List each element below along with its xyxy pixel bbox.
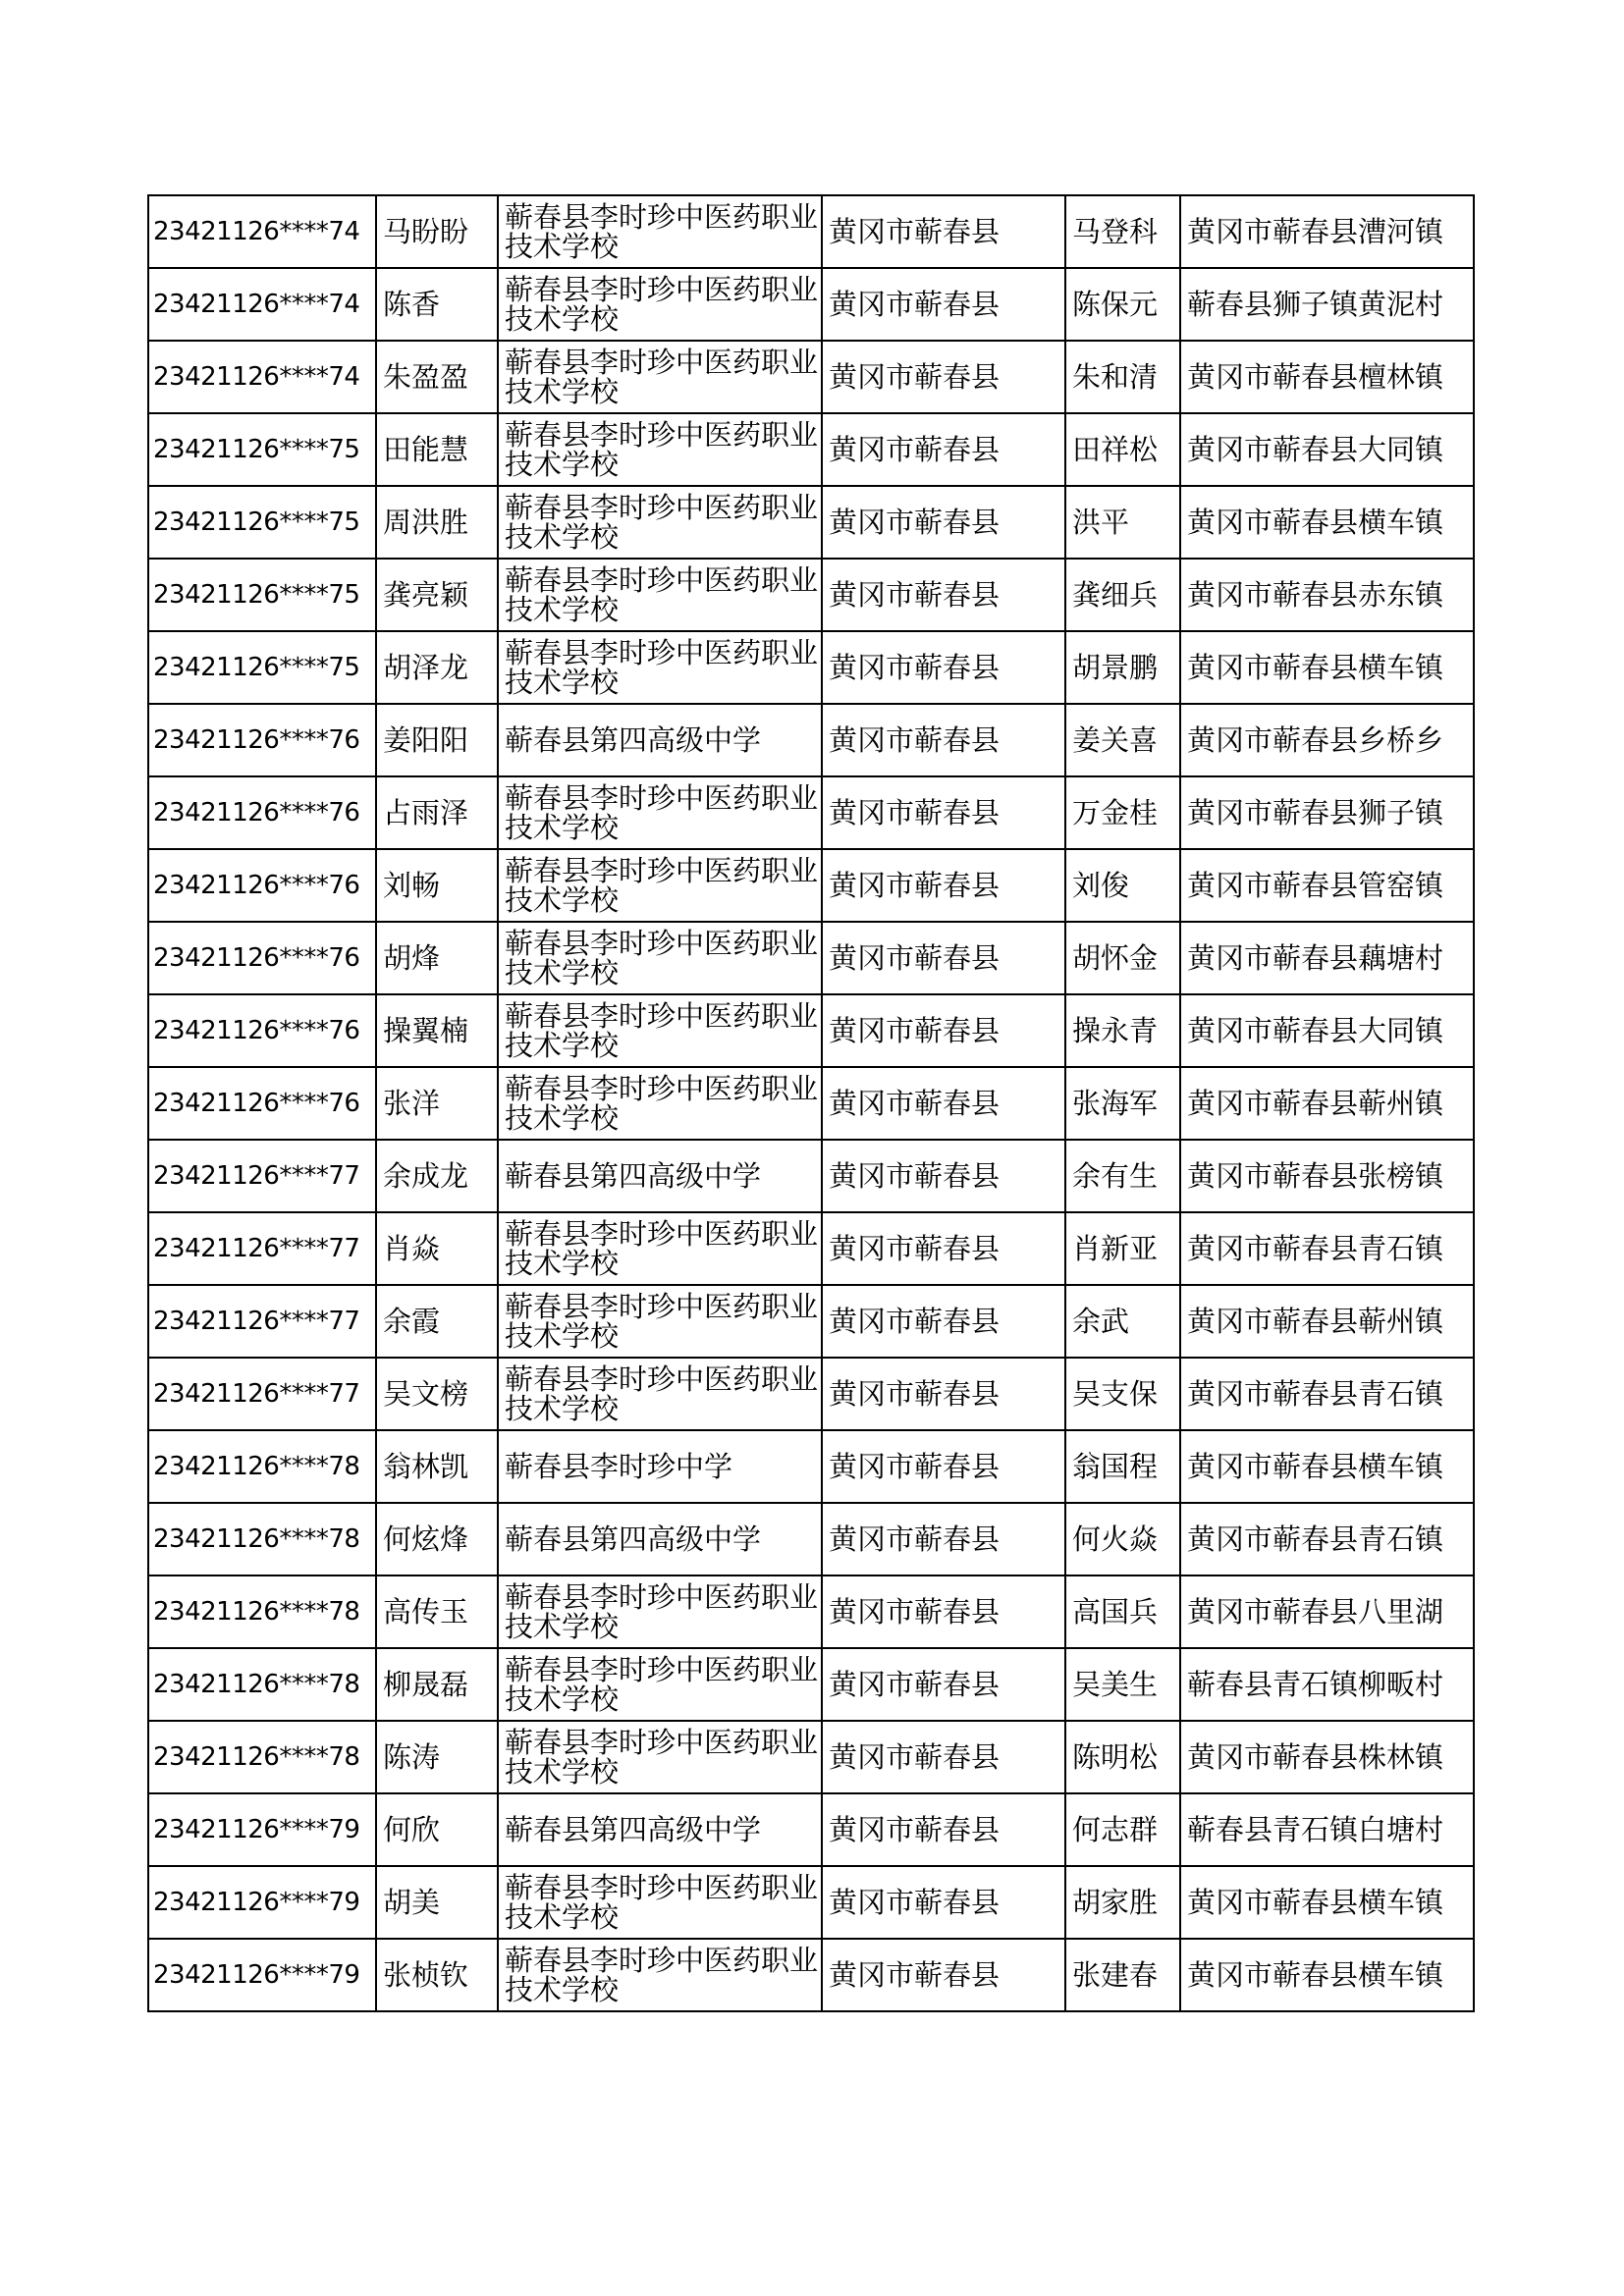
address-cell: 黄冈市蕲春县狮子镇	[1180, 776, 1474, 849]
student-id-cell: 23421126****78	[148, 1430, 376, 1503]
region-cell: 黄冈市蕲春县	[822, 1285, 1065, 1358]
student-name-cell: 龚亮颖	[376, 559, 498, 631]
address-cell: 黄冈市蕲春县管窑镇	[1180, 849, 1474, 922]
student-name-cell: 姜阳阳	[376, 704, 498, 776]
table-row	[148, 1648, 1474, 1721]
table-row	[148, 1866, 1474, 1939]
student-name-cell: 胡泽龙	[376, 631, 498, 704]
student-name-cell: 肖焱	[376, 1212, 498, 1285]
table-row	[148, 413, 1474, 486]
region-cell: 黄冈市蕲春县	[822, 1430, 1065, 1503]
address-cell: 黄冈市蕲春县八里湖	[1180, 1575, 1474, 1648]
table-row	[148, 922, 1474, 994]
address-cell: 黄冈市蕲春县青石镇	[1180, 1503, 1474, 1575]
student-name-cell: 陈香	[376, 268, 498, 341]
region-cell: 黄冈市蕲春县	[822, 849, 1065, 922]
guardian-cell: 姜关喜	[1065, 704, 1180, 776]
student-name-cell: 胡美	[376, 1866, 498, 1939]
address-cell: 黄冈市蕲春县大同镇	[1180, 413, 1474, 486]
student-id-cell: 23421126****75	[148, 631, 376, 704]
school-cell: 蕲春县李时珍中医药职业技术学校	[498, 1866, 822, 1939]
guardian-cell: 龚细兵	[1065, 559, 1180, 631]
student-id-cell: 23421126****76	[148, 704, 376, 776]
school-cell: 蕲春县第四高级中学	[498, 1793, 822, 1866]
student-name-cell: 何欣	[376, 1793, 498, 1866]
student-name-cell: 周洪胜	[376, 486, 498, 559]
address-cell: 黄冈市蕲春县赤东镇	[1180, 559, 1474, 631]
address-cell: 黄冈市蕲春县横车镇	[1180, 631, 1474, 704]
table-row	[148, 1793, 1474, 1866]
address-cell: 蕲春县青石镇柳畈村	[1180, 1648, 1474, 1721]
school-cell: 蕲春县李时珍中医药职业技术学校	[498, 631, 822, 704]
region-cell: 黄冈市蕲春县	[822, 631, 1065, 704]
student-name-cell: 余成龙	[376, 1140, 498, 1212]
student-name-cell: 柳晟磊	[376, 1648, 498, 1721]
region-cell: 黄冈市蕲春县	[822, 922, 1065, 994]
student-id-cell: 23421126****76	[148, 994, 376, 1067]
student-name-cell: 马盼盼	[376, 195, 498, 268]
address-cell: 黄冈市蕲春县蕲州镇	[1180, 1067, 1474, 1140]
region-cell: 黄冈市蕲春县	[822, 1503, 1065, 1575]
school-cell: 蕲春县李时珍中医药职业技术学校	[498, 1285, 822, 1358]
guardian-cell: 胡怀金	[1065, 922, 1180, 994]
student-id-cell: 23421126****78	[148, 1575, 376, 1648]
student-id-cell: 23421126****76	[148, 776, 376, 849]
student-name-cell: 刘畅	[376, 849, 498, 922]
school-cell: 蕲春县李时珍中医药职业技术学校	[498, 1358, 822, 1430]
region-cell: 黄冈市蕲春县	[822, 486, 1065, 559]
student-name-cell: 胡烽	[376, 922, 498, 994]
table-row	[148, 486, 1474, 559]
student-id-cell: 23421126****77	[148, 1358, 376, 1430]
table-row	[148, 631, 1474, 704]
address-cell: 黄冈市蕲春县漕河镇	[1180, 195, 1474, 268]
student-id-cell: 23421126****78	[148, 1503, 376, 1575]
student-name-cell: 高传玉	[376, 1575, 498, 1648]
region-cell: 黄冈市蕲春县	[822, 776, 1065, 849]
address-cell: 黄冈市蕲春县横车镇	[1180, 1866, 1474, 1939]
student-id-cell: 23421126****78	[148, 1721, 376, 1793]
table-row	[148, 195, 1474, 268]
roster-table	[147, 194, 1475, 2012]
guardian-cell: 何火焱	[1065, 1503, 1180, 1575]
table-row	[148, 268, 1474, 341]
student-id-cell: 23421126****76	[148, 1067, 376, 1140]
guardian-cell: 张建春	[1065, 1939, 1180, 2011]
table-row	[148, 1285, 1474, 1358]
school-cell: 蕲春县李时珍中医药职业技术学校	[498, 1575, 822, 1648]
guardian-cell: 张海军	[1065, 1067, 1180, 1140]
address-cell: 黄冈市蕲春县大同镇	[1180, 994, 1474, 1067]
guardian-cell: 操永青	[1065, 994, 1180, 1067]
school-cell: 蕲春县第四高级中学	[498, 704, 822, 776]
guardian-cell: 陈明松	[1065, 1721, 1180, 1793]
school-cell: 蕲春县李时珍中医药职业技术学校	[498, 1721, 822, 1793]
student-name-cell: 余霞	[376, 1285, 498, 1358]
guardian-cell: 胡景鹏	[1065, 631, 1180, 704]
school-cell: 蕲春县李时珍中医药职业技术学校	[498, 994, 822, 1067]
address-cell: 黄冈市蕲春县横车镇	[1180, 1939, 1474, 2011]
guardian-cell: 洪平	[1065, 486, 1180, 559]
guardian-cell: 田祥松	[1065, 413, 1180, 486]
table-row	[148, 1140, 1474, 1212]
school-cell: 蕲春县李时珍中医药职业技术学校	[498, 1067, 822, 1140]
school-cell: 蕲春县李时珍中医药职业技术学校	[498, 1648, 822, 1721]
school-cell: 蕲春县李时珍中医药职业技术学校	[498, 413, 822, 486]
region-cell: 黄冈市蕲春县	[822, 1575, 1065, 1648]
table-row	[148, 704, 1474, 776]
student-id-cell: 23421126****79	[148, 1793, 376, 1866]
school-cell: 蕲春县李时珍中医药职业技术学校	[498, 1939, 822, 2011]
region-cell: 黄冈市蕲春县	[822, 341, 1065, 413]
student-name-cell: 朱盈盈	[376, 341, 498, 413]
student-id-cell: 23421126****74	[148, 195, 376, 268]
address-cell: 蕲春县狮子镇黄泥村	[1180, 268, 1474, 341]
region-cell: 黄冈市蕲春县	[822, 1793, 1065, 1866]
table-row	[148, 1721, 1474, 1793]
address-cell: 黄冈市蕲春县檀林镇	[1180, 341, 1474, 413]
region-cell: 黄冈市蕲春县	[822, 1067, 1065, 1140]
student-id-cell: 23421126****76	[148, 922, 376, 994]
student-id-cell: 23421126****79	[148, 1866, 376, 1939]
guardian-cell: 余有生	[1065, 1140, 1180, 1212]
region-cell: 黄冈市蕲春县	[822, 1866, 1065, 1939]
region-cell: 黄冈市蕲春县	[822, 1939, 1065, 2011]
school-cell: 蕲春县李时珍中医药职业技术学校	[498, 776, 822, 849]
region-cell: 黄冈市蕲春县	[822, 1212, 1065, 1285]
address-cell: 黄冈市蕲春县青石镇	[1180, 1212, 1474, 1285]
student-id-cell: 23421126****79	[148, 1939, 376, 2011]
address-cell: 黄冈市蕲春县横车镇	[1180, 486, 1474, 559]
region-cell: 黄冈市蕲春县	[822, 1648, 1065, 1721]
table-row	[148, 994, 1474, 1067]
table-row	[148, 776, 1474, 849]
school-cell: 蕲春县李时珍中医药职业技术学校	[498, 1212, 822, 1285]
address-cell: 黄冈市蕲春县横车镇	[1180, 1430, 1474, 1503]
guardian-cell: 胡家胜	[1065, 1866, 1180, 1939]
region-cell: 黄冈市蕲春县	[822, 1140, 1065, 1212]
address-cell: 黄冈市蕲春县株林镇	[1180, 1721, 1474, 1793]
school-cell: 蕲春县李时珍中医药职业技术学校	[498, 195, 822, 268]
guardian-cell: 肖新亚	[1065, 1212, 1180, 1285]
student-name-cell: 操翼楠	[376, 994, 498, 1067]
student-id-cell: 23421126****77	[148, 1285, 376, 1358]
school-cell: 蕲春县李时珍中学	[498, 1430, 822, 1503]
address-cell: 蕲春县青石镇白塘村	[1180, 1793, 1474, 1866]
student-name-cell: 何炫烽	[376, 1503, 498, 1575]
guardian-cell: 吴支保	[1065, 1358, 1180, 1430]
student-id-cell: 23421126****74	[148, 341, 376, 413]
address-cell: 黄冈市蕲春县蕲州镇	[1180, 1285, 1474, 1358]
student-id-cell: 23421126****76	[148, 849, 376, 922]
table-row	[148, 1358, 1474, 1430]
table-row	[148, 559, 1474, 631]
guardian-cell: 何志群	[1065, 1793, 1180, 1866]
school-cell: 蕲春县第四高级中学	[498, 1503, 822, 1575]
school-cell: 蕲春县第四高级中学	[498, 1140, 822, 1212]
student-id-cell: 23421126****78	[148, 1648, 376, 1721]
table-row	[148, 341, 1474, 413]
student-name-cell: 翁林凯	[376, 1430, 498, 1503]
student-name-cell: 张洋	[376, 1067, 498, 1140]
region-cell: 黄冈市蕲春县	[822, 268, 1065, 341]
guardian-cell: 翁国程	[1065, 1430, 1180, 1503]
guardian-cell: 吴美生	[1065, 1648, 1180, 1721]
student-id-cell: 23421126****75	[148, 559, 376, 631]
school-cell: 蕲春县李时珍中医药职业技术学校	[498, 486, 822, 559]
student-name-cell: 吴文榜	[376, 1358, 498, 1430]
address-cell: 黄冈市蕲春县张榜镇	[1180, 1140, 1474, 1212]
guardian-cell: 万金桂	[1065, 776, 1180, 849]
table-row	[148, 1575, 1474, 1648]
address-cell: 黄冈市蕲春县乡桥乡	[1180, 704, 1474, 776]
guardian-cell: 朱和清	[1065, 341, 1180, 413]
region-cell: 黄冈市蕲春县	[822, 413, 1065, 486]
student-name-cell: 田能慧	[376, 413, 498, 486]
region-cell: 黄冈市蕲春县	[822, 994, 1065, 1067]
student-id-cell: 23421126****77	[148, 1212, 376, 1285]
table-row	[148, 1939, 1474, 2011]
region-cell: 黄冈市蕲春县	[822, 195, 1065, 268]
roster-table-body	[148, 195, 1474, 2011]
school-cell: 蕲春县李时珍中医药职业技术学校	[498, 268, 822, 341]
table-row	[148, 1503, 1474, 1575]
address-cell: 黄冈市蕲春县藕塘村	[1180, 922, 1474, 994]
student-name-cell: 陈涛	[376, 1721, 498, 1793]
student-id-cell: 23421126****77	[148, 1140, 376, 1212]
school-cell: 蕲春县李时珍中医药职业技术学校	[498, 341, 822, 413]
region-cell: 黄冈市蕲春县	[822, 1721, 1065, 1793]
school-cell: 蕲春县李时珍中医药职业技术学校	[498, 559, 822, 631]
student-name-cell: 张桢钦	[376, 1939, 498, 2011]
region-cell: 黄冈市蕲春县	[822, 704, 1065, 776]
school-cell: 蕲春县李时珍中医药职业技术学校	[498, 849, 822, 922]
table-row	[148, 1067, 1474, 1140]
student-id-cell: 23421126****75	[148, 413, 376, 486]
region-cell: 黄冈市蕲春县	[822, 1358, 1065, 1430]
guardian-cell: 刘俊	[1065, 849, 1180, 922]
student-id-cell: 23421126****74	[148, 268, 376, 341]
school-cell: 蕲春县李时珍中医药职业技术学校	[498, 922, 822, 994]
table-row	[148, 1430, 1474, 1503]
student-id-cell: 23421126****75	[148, 486, 376, 559]
guardian-cell: 陈保元	[1065, 268, 1180, 341]
student-name-cell: 占雨泽	[376, 776, 498, 849]
table-row	[148, 849, 1474, 922]
guardian-cell: 高国兵	[1065, 1575, 1180, 1648]
table-row	[148, 1212, 1474, 1285]
address-cell: 黄冈市蕲春县青石镇	[1180, 1358, 1474, 1430]
guardian-cell: 马登科	[1065, 195, 1180, 268]
region-cell: 黄冈市蕲春县	[822, 559, 1065, 631]
guardian-cell: 余武	[1065, 1285, 1180, 1358]
